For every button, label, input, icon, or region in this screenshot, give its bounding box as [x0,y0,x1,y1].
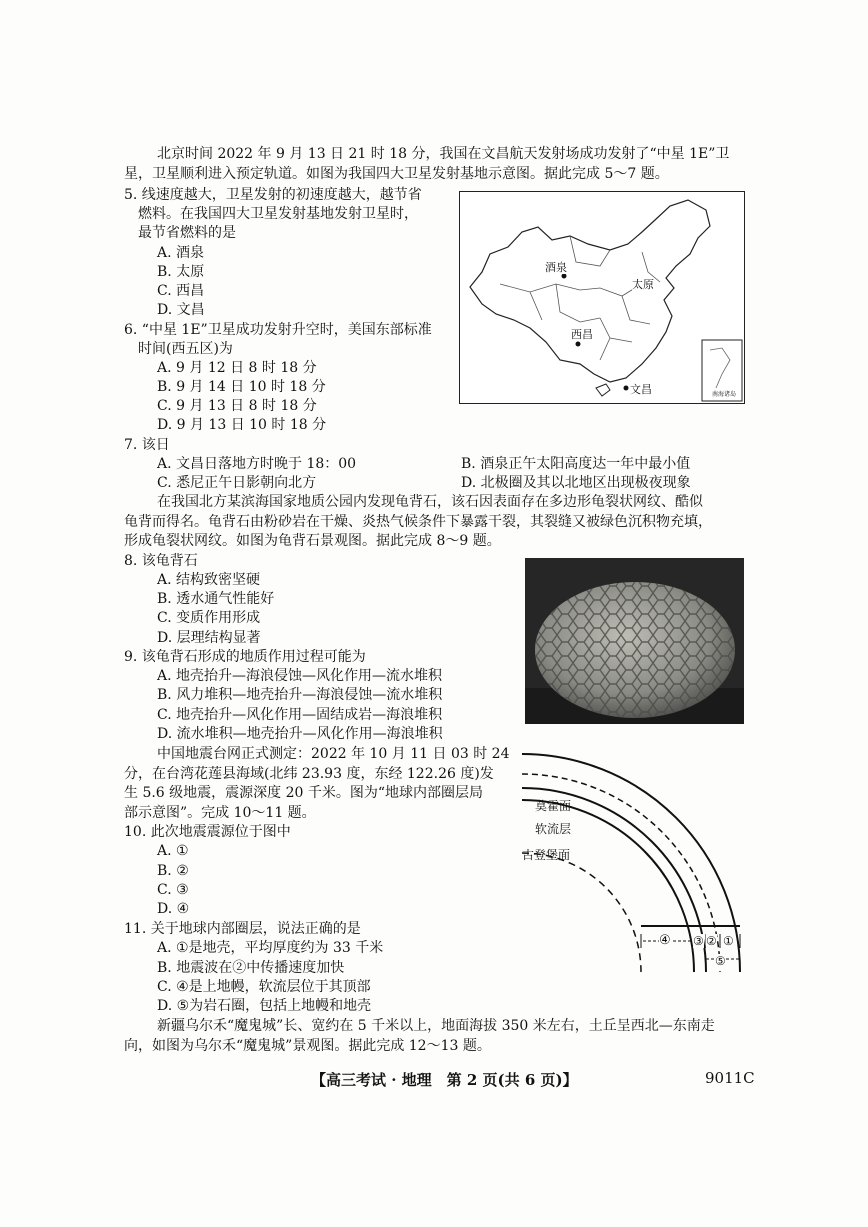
q7-option-b: B. 酒泉正午太阳高度达一年中最小值 [461,456,691,472]
intro4-line1: 新疆乌尔禾“魔鬼城”长、宽约在 5 千米以上，地面海拔 350 米左右，土丘呈西北—东南走 [157,1018,715,1034]
map-label-xichang: 西昌 [571,328,593,341]
q5-option-d: D. 文昌 [157,302,205,318]
q11-option-d: D. ⑤为岩石圈，包括上地幔和地壳 [157,998,372,1014]
intro3-line1: 中国地震台网正式测定：2022 年 10 月 11 日 03 时 24 [157,746,510,762]
q9-option-a: A. 地壳抬升—海浪侵蚀—风化作用—流水堆积 [157,668,443,684]
q11-option-a: A. ①是地壳，平均厚度约为 33 千米 [157,940,384,956]
q11-stem: 11. 关于地球内部圈层，说法正确的是 [124,921,361,937]
intro2-line3: 形成龟裂状网纹。如图为龟背石景观图。据此完成 8～9 题。 [124,533,501,549]
q9-option-c: C. 地壳抬升—风化作用—固结成岩—海浪堆积 [157,707,443,723]
intro3-line3: 生 5.6 级地震，震源深度 20 千米。图为“地球内部圈层局 [124,785,484,801]
label-layer-3: ③ [693,934,704,948]
q8-option-b: B. 透水通气性能好 [157,591,275,607]
exam-code: 9011C [705,1069,755,1087]
q10-option-c: C. ③ [157,882,189,898]
q8-option-c: C. 变质作用形成 [157,610,261,626]
label-gutenberg: 古登堡面 [522,848,571,862]
turtle-back-stone-photo [525,558,744,724]
label-moho: 莫霍面 [535,799,572,813]
label-asthenosphere: 软流层 [535,822,572,836]
q6-option-c: C. 9 月 13 日 8 时 18 分 [157,398,317,414]
q6-stem-cont: 时间(西五区)为 [138,341,233,357]
earth-layers-diagram [520,748,746,974]
intro1-line1: 北京时间 2022 年 9 月 13 日 21 时 18 分，我国在文昌航天发射场成功发射了“中星 1E”卫 [157,146,730,162]
china-map-graphic [460,192,744,403]
q5-stem: 5. 线速度越大，卫星发射的初速度越大，越节省 [124,187,422,203]
intro2-line1: 在我国北方某滨海国家地质公园内发现龟背石，该石因表面存在多边形龟裂状网纹、酷似 [157,494,703,510]
q10-stem: 10. 此次地震震源位于图中 [124,824,291,840]
q10-option-d: D. ④ [157,901,190,917]
intro3-line2: 分，在台湾花莲县海域(北纬 23.93 度，东经 122.26 度)发 [124,766,494,782]
q7-stem: 7. 该日 [124,437,170,453]
q5-option-b: B. 太原 [157,264,205,280]
q7-option-a: A. 文昌日落地方时晚于 18：00 [157,456,357,472]
q10-option-a: A. ① [157,843,189,859]
q5-stem-cont: 最节省燃料的是 [138,225,236,241]
q6-option-d: D. 9 月 13 日 10 时 18 分 [157,417,327,433]
q11-option-b: B. 地震波在②中传播速度加快 [157,960,345,976]
q8-stem: 8. 该龟背石 [124,553,198,569]
intro1-line2: 星，卫星顺利进入预定轨道。如图为我国四大卫星发射基地示意图。据此完成 5～7 题。 [124,166,669,182]
label-layer-5: ⑤ [715,954,726,968]
q9-option-b: B. 风力堆积—地壳抬升—海浪侵蚀—流水堆积 [157,687,443,703]
map-inset-label: 南海诸岛 [712,391,737,398]
q11-option-c: C. ④是上地幔，软流层位于其顶部 [157,979,371,995]
page-footer: 【高三考试 · 地理 第 2 页(共 6 页)】 [311,1071,578,1089]
intro4-line2: 向，如图为乌尔禾“魔鬼城”景观图。据此完成 12～13 题。 [124,1038,491,1054]
q5-stem-cont: 燃料。在我国四大卫星发射基地发射卫星时， [138,206,418,222]
q6-stem: 6. “中星 1E”卫星成功发射升空时，美国东部标准 [124,322,432,338]
label-layer-4: ④ [659,933,671,948]
q6-option-b: B. 9 月 14 日 10 时 18 分 [157,379,326,395]
label-layer-1: ① [723,934,734,948]
intro3-line4: 部示意图”。完成 10～11 题。 [124,805,316,821]
map-label-wenchang: 文昌 [630,383,652,396]
map-label-taiyuan: 太原 [632,278,654,291]
q5-option-c: C. 西昌 [157,283,205,299]
q7-option-c: C. 悉尼正午日影朝向北方 [157,475,317,491]
map-label-jiuquan: 酒泉 [545,261,567,274]
q7-option-d: D. 北极圈及其以北地区出现极夜现象 [461,475,691,491]
q8-option-a: A. 结构致密坚硬 [157,572,261,588]
q9-option-d: D. 流水堆积—地壳抬升—风化作用—海浪堆积 [157,726,443,742]
label-layer-2: ② [706,934,717,948]
q8-option-d: D. 层理结构显著 [157,630,261,646]
china-launch-sites-map [459,191,745,404]
q9-stem: 9. 该龟背石形成的地质作用过程可能为 [124,649,366,665]
q6-option-a: A. 9 月 12 日 8 时 18 分 [157,360,317,376]
intro2-line2: 龟背而得名。龟背石由粉砂岩在干燥、炎热气候条件下暴露干裂，其裂缝又被绿色沉积物充填， [124,514,712,530]
q5-option-a: A. 酒泉 [157,245,205,261]
q10-option-b: B. ② [157,863,189,879]
